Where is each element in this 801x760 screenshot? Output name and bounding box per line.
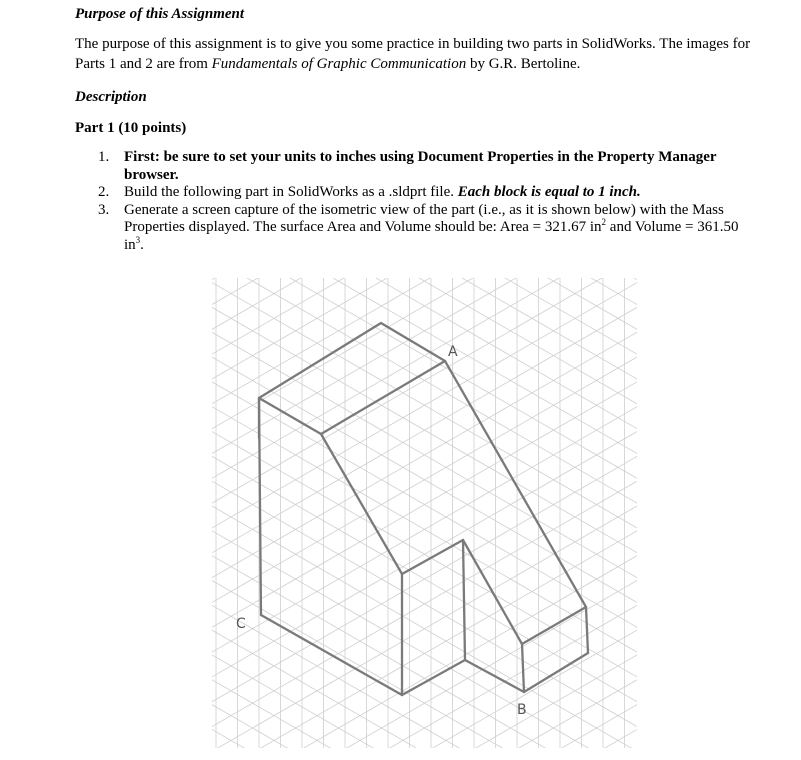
grid-line: [212, 278, 637, 429]
front-slope-edge: [321, 434, 402, 574]
purpose-heading: Purpose of this Assignment: [75, 6, 245, 22]
purpose-text-1: The purpose of this assignment is to give you some practice in building two parts in SolidWorks. The images for Parts 1 and 2 are from: [75, 36, 751, 72]
step-number: 2.: [98, 184, 110, 200]
step-2: [98, 184, 758, 202]
step-text: and Volume = 361.50 in: [124, 219, 739, 253]
grid-line: [212, 278, 637, 503]
grid-line: [212, 278, 637, 379]
grid-line: [212, 580, 637, 748]
notch-edge: [463, 540, 465, 660]
back-slope-edge: [445, 361, 586, 607]
purpose-text-2: by G.R. Bertoline.: [466, 56, 581, 72]
grid-line: [212, 506, 637, 748]
step-3: [98, 202, 758, 255]
book-title: Fundamentals of Graphic Communication: [211, 56, 467, 72]
grid-line: [212, 278, 637, 305]
part1-title: Part 1 (10 points): [75, 120, 187, 136]
notch-edge: [402, 540, 463, 574]
edge: [586, 607, 588, 653]
grid-line: [212, 278, 637, 354]
step-number: 1.: [98, 149, 110, 165]
edge: [524, 653, 588, 692]
grid-line: [212, 655, 637, 748]
grid-line: [212, 506, 637, 748]
edge: [522, 607, 586, 644]
grid-line: [212, 729, 637, 748]
step-1: [98, 149, 758, 184]
grid-line: [212, 630, 637, 748]
step-number: 3.: [98, 201, 110, 218]
grid-line: [212, 278, 637, 478]
grid-line: [212, 729, 637, 748]
step-text: Generate a screen capture of the isometric view of the part (i.e., as it is shown below) with the Mass Properties displayed. The surface Area and Volume should be: Area = 321.67 in: [124, 201, 724, 235]
grid-line: [212, 531, 637, 748]
grid-line: [212, 278, 637, 404]
purpose-paragraph: [75, 34, 765, 74]
grid-line: [212, 278, 637, 280]
label-b: B: [517, 702, 527, 718]
grid-line: [212, 531, 637, 748]
steps-list: [98, 149, 758, 254]
edge: [402, 660, 465, 695]
top-face-edge: [259, 323, 445, 434]
step-text: First: be sure to set your units to inches using Document Properties in the Property Manager browser.: [124, 149, 717, 183]
isometric-sketch: [212, 278, 637, 748]
step-emphasis: Each block is equal to 1 inch.: [457, 184, 641, 200]
step-text: Build the following part in SolidWorks as a .sldprt file.: [124, 184, 458, 200]
grid-line: [212, 605, 637, 748]
grid-line: [212, 278, 637, 354]
bottom-left-edge: [261, 615, 402, 695]
grid-line: [212, 278, 637, 379]
superscript: 3: [135, 234, 141, 245]
grid-line: [212, 278, 637, 305]
grid-line: [212, 278, 637, 280]
grid-line: [212, 605, 637, 748]
grid-line: [212, 278, 637, 329]
grid-line: [212, 278, 637, 329]
description-heading: Description: [75, 89, 147, 105]
label-c: C: [236, 616, 246, 632]
grid-line: [212, 278, 637, 429]
grid-line: [212, 278, 637, 453]
grid-line: [212, 630, 637, 748]
grid-line: [212, 278, 637, 478]
isometric-sketch-figure: [212, 278, 637, 748]
grid-line: [212, 655, 637, 748]
grid-line: [212, 580, 637, 748]
superscript: 2: [601, 217, 607, 227]
grid-line: [212, 278, 637, 404]
step-text: .: [140, 236, 144, 253]
label-a: A: [448, 344, 458, 360]
grid-line: [212, 278, 637, 503]
grid-line: [212, 278, 637, 453]
